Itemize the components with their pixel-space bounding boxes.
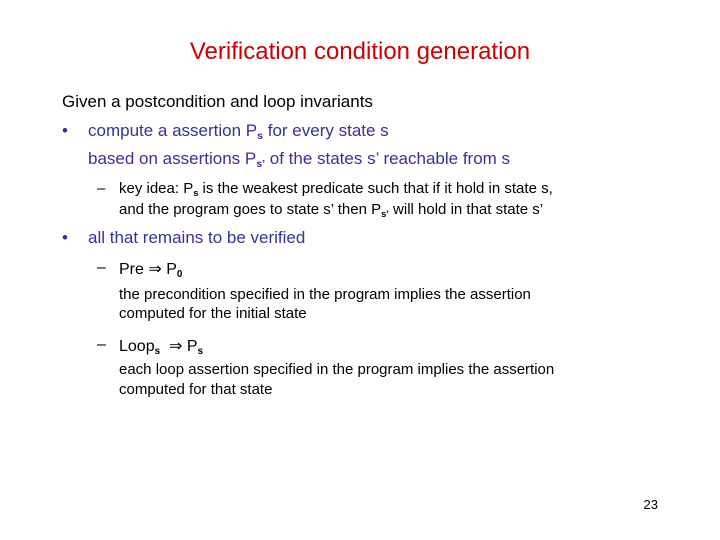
loop-description-line1: each loop assertion specified in the program implies the assertion [119,361,555,378]
key-idea-line2: and the program goes to state s’ then $P_{s’}$ will hold in that state s’ [119,201,544,219]
bullet1-line1: compute a assertion $P_s$ for every state s [88,121,389,143]
key-idea-line1: key idea: $P_s$ is the weakest predicate such that if it hold in state s, [119,180,553,198]
pre-description-line1: the precondition specified in the program implies the assertion [119,286,531,303]
loop-implies-ps: Loop$_s$ ⇒ $P_s$ [119,338,204,357]
sub-dash: – [97,180,106,197]
sub-dash: – [97,259,106,276]
bullet-marker: • [62,121,68,140]
loop-description-line2: computed for that state [119,381,273,398]
pre-implies-p0: Pre ⇒ $P_0$ [119,261,183,280]
sub-dash: – [97,336,106,353]
pre-description-line2: computed for the initial state [119,305,307,322]
slide-title: Verification condition generation [189,38,531,65]
bullet1-line2: based on assertions $P_{s’}$ of the states s’ reachable from s [88,149,511,171]
intro-line: Given a postcondition and loop invariants [62,92,373,111]
bullet2-text: all that remains to be verified [88,228,306,247]
page-number: 23 [643,497,658,512]
bullet-marker: • [62,228,68,247]
